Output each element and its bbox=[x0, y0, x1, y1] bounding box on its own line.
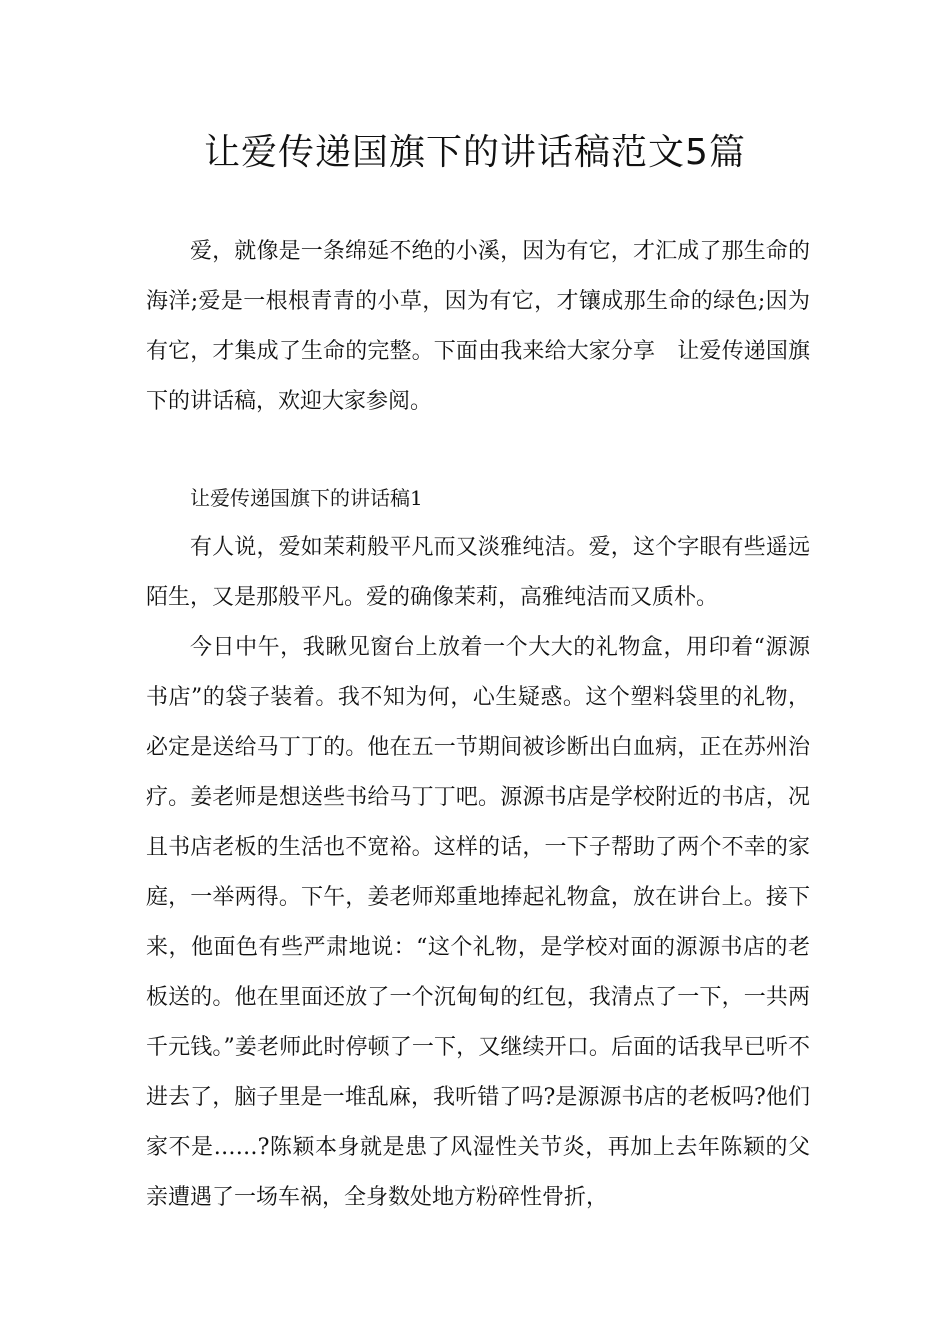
section-heading: 让爱传递国旗下的讲话稿1 bbox=[190, 486, 423, 510]
spacer bbox=[146, 427, 810, 473]
body-paragraph: 有人说，爱如茉莉般平凡而又淡雅纯洁。爱，这个字眼有些遥远陌生，又是那般平凡。爱的确像茉莉，高雅纯洁而又质朴。 bbox=[146, 535, 810, 610]
body-paragraph: 今日中午，我瞅见窗台上放着一个大大的礼物盒，用印着“源源书店”的袋子装着。我不知为何，心生疑惑。这个塑料袋里的礼物，必定是送给马丁丁的。他在五一节期间被诊断出白血病，正在苏州治疗。姜老师是想送些书给马丁丁吧。源源书店是学校附近的书店，况且书店老板的生活也不宽裕。这样的话，一下子帮助了两个不幸的家庭，一举两得。下午，姜老师郑重地捧起礼物盒，放在讲台上。接下来，他面色有些严肃地说：“这个礼物，是学校对面的源源书店的老板送的。他在里面还放了一个沉甸甸的红包，我清点了一下，一共两千元钱。”姜老师此时停顿了一下，又继续开口。后面的话我早已听不进去了，脑子里是一堆乱麻，我听错了吗?是源源书店的老板吗?他们家不是……?陈颖本身就是患了风湿性关节炎，再加上去年陈颖的父亲遭遇了一场车祸，全身数处地方粉碎性骨折， bbox=[146, 635, 810, 1210]
intro-paragraph: 爱，就像是一条绵延不绝的小溪，因为有它，才汇成了那生命的海洋;爱是一根根青青的小草，因为有它，才镶成那生命的绿色;因为有它，才集成了生命的完整。下面由我来给大家分享 让爱传递国旗下的讲话稿，欢迎大家参阅。 bbox=[146, 239, 810, 414]
document-title: 让爱传递国旗下的讲话稿范文5篇 bbox=[204, 132, 746, 173]
document-body bbox=[146, 227, 810, 1223]
